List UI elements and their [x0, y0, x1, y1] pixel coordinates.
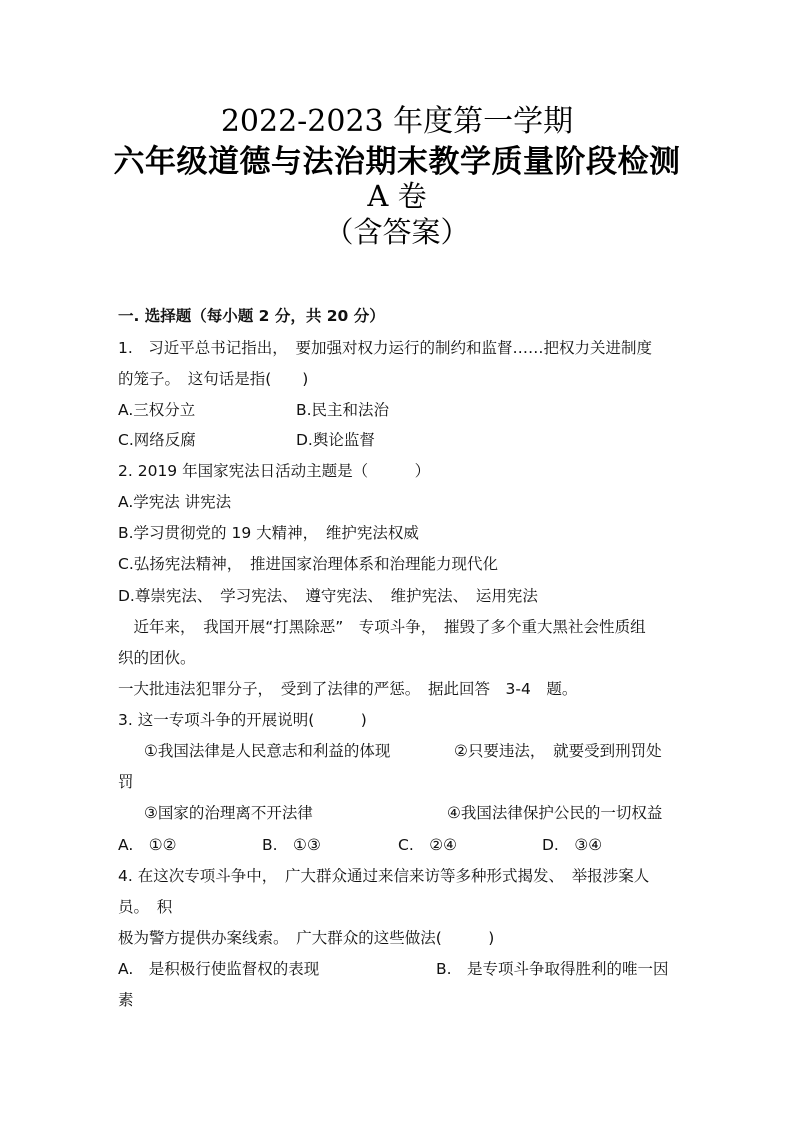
question-3-option-b: B. ①③: [262, 836, 321, 854]
question-2-stem: 2. 2019 年国家宪法日活动主题是（ ）: [118, 462, 431, 480]
question-4-stem-line1: 4. 在这次专项斗争中， 广大群众通过来信来访等多种形式揭发、 举报涉案人: [118, 867, 650, 885]
question-2-option-a: A.学宪法 讲宪法: [118, 493, 232, 511]
material-line1: 近年来， 我国开展“打黑除恶” 专项斗争， 摧毁了多个重大黑社会性质组: [118, 618, 646, 636]
exam-main-title: 六年级道德与法治期末教学质量阶段检测: [113, 144, 681, 180]
question-1-stem-line1: 1. 习近平总书记指出， 要加强对权力运行的制约和监督……把权力关进制度: [118, 339, 653, 357]
question-2-option-c: C.弘扬宪法精神， 推进国家治理体系和治理能力现代化: [118, 555, 499, 573]
question-1-option-d: D.舆论监督: [296, 431, 375, 449]
question-3-stem: 3. 这一专项斗争的开展说明( ): [118, 711, 367, 729]
question-1-option-b: B.民主和法治: [296, 401, 390, 419]
question-3-item-4: ④我国法律保护公民的一切权益: [447, 804, 663, 822]
question-3-option-c: C. ②④: [398, 836, 458, 854]
section-heading: 一. 选择题（每小题 2 分，共 20 分）: [118, 307, 385, 325]
question-4-option-b-cont: 素: [118, 991, 134, 1009]
question-2-option-d: D.尊崇宪法、 学习宪法、 遵守宪法、 维护宪法、 运用宪法: [118, 587, 538, 605]
question-1-option-c: C.网络反腐: [118, 431, 196, 449]
question-1-stem-line2: 的笼子。 这句话是指( ): [118, 370, 309, 388]
question-3-item-2-cont: 罚: [118, 773, 134, 791]
exam-answer-note: （含答案）: [324, 215, 470, 249]
question-4-option-a: A. 是积极行使监督权的表现: [118, 960, 320, 978]
material-line2: 织的团伙。: [118, 649, 196, 667]
question-4-stem-line3: 极为警方提供办案线索。 广大群众的这些做法( ): [118, 929, 495, 947]
question-2-option-b: B.学习贯彻党的 19 大精神， 维护宪法权威: [118, 524, 419, 542]
question-4-option-b: B. 是专项斗争取得胜利的唯一因: [436, 960, 669, 978]
material-line3: 一大批违法犯罪分子， 受到了法律的严惩。 据此回答 3-4 题。: [118, 680, 578, 698]
question-3-item-3: ③国家的治理离不开法律: [144, 804, 313, 822]
exam-paper-version: A 卷: [367, 179, 427, 213]
exam-year-title: 2022-2023 年度第一学期: [220, 104, 574, 139]
question-3-item-1: ①我国法律是人民意志和利益的体现: [144, 742, 391, 760]
question-1-option-a: A.三权分立: [118, 401, 196, 419]
question-3-option-a: A. ①②: [118, 836, 177, 854]
question-3-option-d: D. ③④: [542, 836, 603, 854]
question-4-stem-line2: 员。 积: [118, 898, 173, 916]
question-3-item-2: ②只要违法， 就要受到刑罚处: [454, 742, 662, 760]
